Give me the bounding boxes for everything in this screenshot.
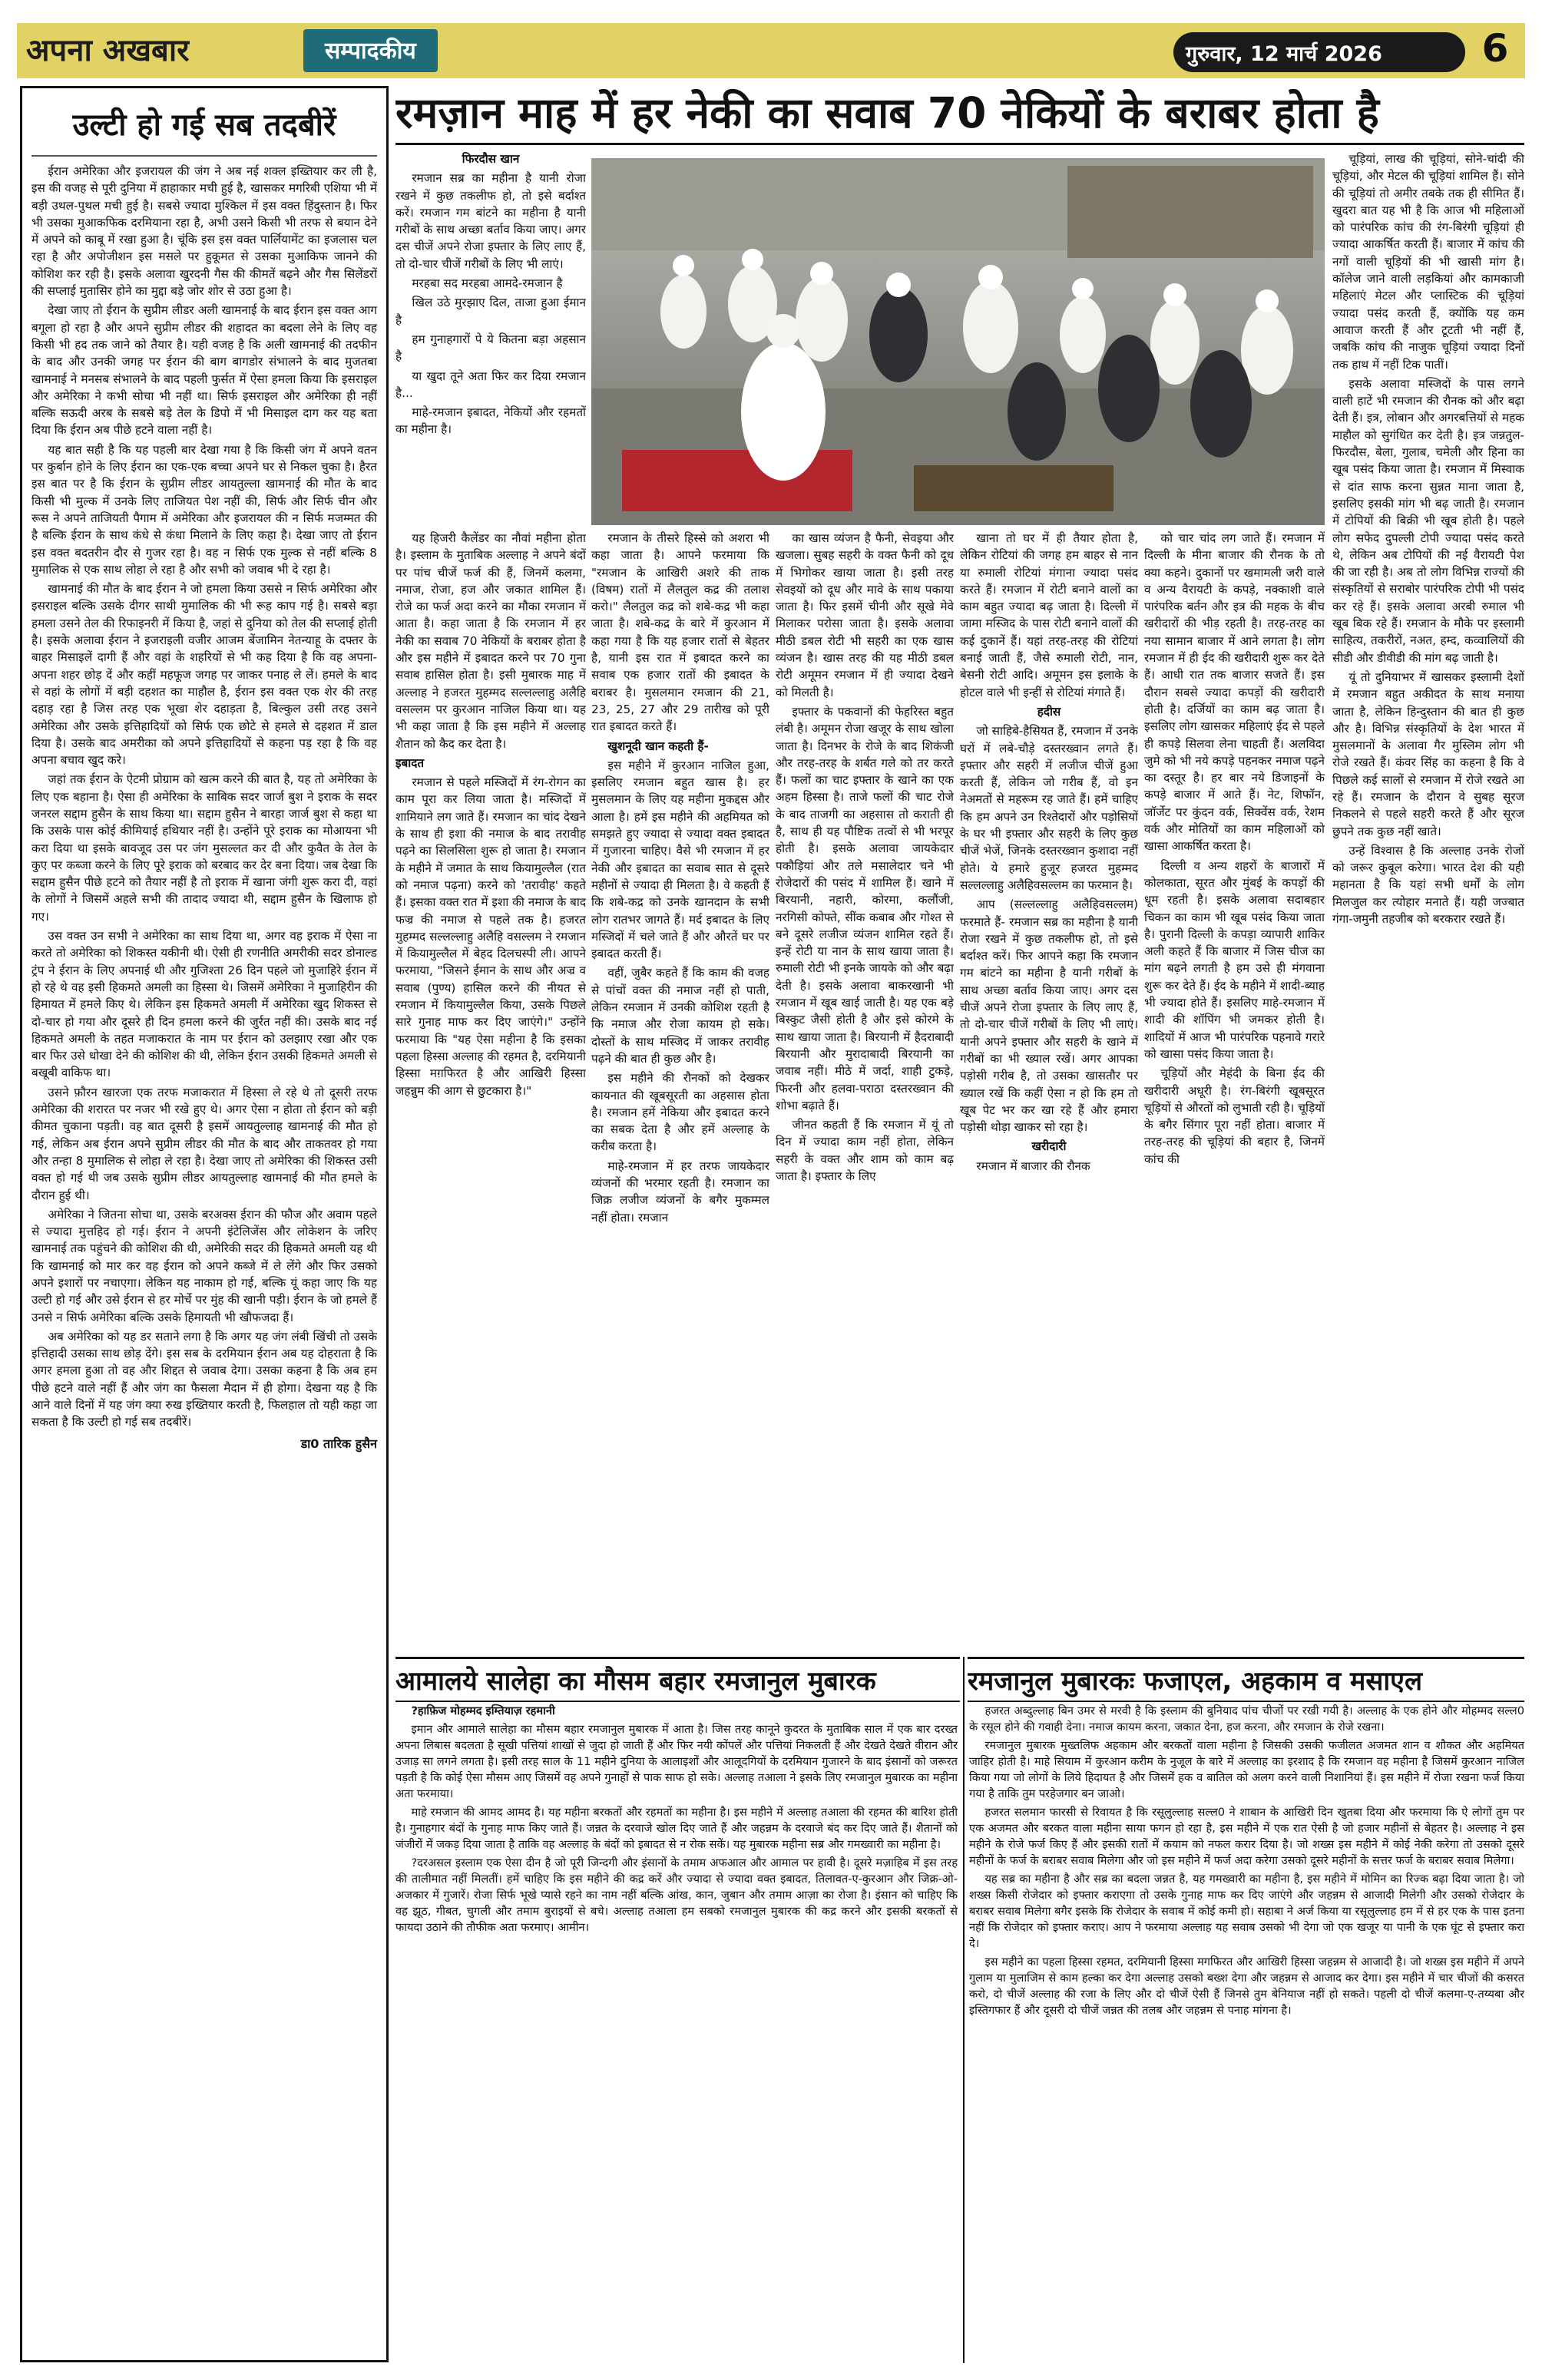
paragraph: उस वक्त उन सभी ने अमेरिका का साथ दिया था, अगर वह इराक में ऐसा ना करते तो अमेरिका को शिकस्त यकीनी थी। ऐसी ही रणनीति अमरीकी सदर डोनाल्ड ट्रंप ने ईरान के लिए अपनाई थी और गुजिश्ता 26 दिन पहले जो मुजाहिरे ईरान में हो रहे थे वह इसी हिकमते अमली का हिस्सा थे। जिसमें अमेरिका ने मुजाहिरीन की हिमायत में हमले किए थे। लेकिन इस हिकमते अमली में अमेरिका खुद शिकस्त से दो-चार हो गया और दूसरे ही दिन हमला करने की जुर्रत नहीं की। उसके बाद नई हिकमते अमली के तहत मजाकरात के नाम पर ईरान को उलझाए रखा और एक बार फिर उसे धोखा देने की कोशिश की थी, लेकिन ईरान उसकी हिकमते अमली से बखूबी वाकिफ था। [31, 929, 377, 1080]
feature-column-5 [960, 530, 1138, 1649]
byline: फिरदौस खान [462, 152, 520, 166]
poem-line: मरहबा सद मरहबा आमदे-रमजान है [412, 276, 563, 291]
subheading: खरीदारी [1031, 1139, 1067, 1154]
paragraph: माहे-रमजान इबादत, नेकियों और रहमतों का महीना है। [395, 405, 586, 437]
feature-column-1 [395, 150, 586, 524]
bottom-left-article [395, 1703, 958, 2363]
editorial-body [31, 163, 377, 1453]
paragraph: माहे रमजान की आमद आमद है। यह महीना बरकतों और रहमतों का महीना है। इस महीने में अल्लाह तआला की रहमत की बारिश होती है। गुनाहगार बंदों के गुनाह माफ किए जाते हैं। जन्नत के दरवाजे खोल दिए जाते हैं और जहन्नम के दरवाजे बंद कर दिए जाते हैं। शैतानों को जंजीरों में जकड़ दिया जाता है ताकि वह अल्लाह के बंदों को इबादत से न रोक सकें। यह मुबारक महीना सब्र और गमख्वारी का महीना है। [395, 1806, 958, 1851]
poem-line: खिल उठे मुरझाए दिल, ताजा हुआ ईमान है [395, 296, 586, 327]
paragraph: माहे-रमजान में हर तरफ जायकेदार व्यंजनों की भरमार रहती है। रमजान का जिक्र लजीज व्यंजनों के बगैर मुकम्मल नहीं होता। रमजान [591, 1159, 769, 1225]
paragraph: इस महीने में कुरआन नाजिल हुआ, इसलिए रमजान बहुत खास है। हर मुसलमान के लिए यह महीना मुकद्दस और आला है। हमें इस महीने की अहमियत को समझते हुए ज्यादा से ज्यादा वक्त इबादत में गुजारना चाहिए। वैसे भी रमजान में हर नेकी और इबादत का सवाब सात से दूसरे महीनों से ज्यादा ही मिलता है। वे कहती हैं कि शबे-कद्र को उनके खानदान के सभी लोग रातभर जागते हैं। मर्द इबादत के लिए मस्जिदों में चले जाते हैं और औरतें घर पर इबादत करती हैं। [591, 758, 769, 961]
bottom-left-headline: आमालये सालेहा का मौसम बहार रमजानुल मुबारक [395, 1657, 960, 1702]
issue-date: गुरुवार, 12 मार्च 2026 [1173, 32, 1465, 72]
feature-column-6 [1144, 530, 1325, 1649]
column-divider [963, 1657, 965, 2363]
paragraph: वहीं, जुबैर कहते हैं कि काम की वजह से पांचों वक्त की नमाज नहीं हो पाती, लेकिन रमजान में उनकी कोशिश रहती है कि नमाज और रोजा कायम हो सके। दोस्तों के साथ मस्जिद में जाकर तरावीह पढ़ने की बात ही कुछ और है। [591, 966, 769, 1066]
paragraph: रमजान में बाजार की रौनक [976, 1159, 1090, 1173]
subheading: हदीस [1037, 704, 1061, 719]
newspaper-name: अपना अखबार [26, 33, 190, 68]
paragraph: चूड़ियां, लाख की चूड़ियां, सोने-चांदी की चूड़ियां, और मेटल की चूड़ियां शामिल हैं। सोने की चूड़ियां तो अमीर तबके तक ही सीमित हैं। खुदरा बात यह भी है कि आज भी महिलाओं को पारंपरिक कांच की रंग-बिरंगी चूड़ियां ही ज्यादा आकर्षित करती हैं। बाजार में कांच की नगों वाली चूड़ियों की भी खासी मांग है। कॉलेज जाने वाली लड़कियां और कामकाजी महिलाएं मेटल और प्लास्टिक की चूड़ियां ज्यादा पसंद करती हैं, क्योंकि यह कम आवाज करती हैं और टूटती भी नहीं हैं, जबकि कांच की नाजुक चूड़ियां ज्यादा दिनों तक हाथ में नहीं टिक पातीं। [1332, 152, 1524, 372]
paragraph: यूं तो दुनियाभर में खासकर इस्लामी देशों में रमजान बहुत अकीदत के साथ मनाया जाता है, लेकिन हिन्दुस्तान की बात ही कुछ और है। विभिन्न संस्कृतियों के देश भारत में मुसलमानों के अलावा गैर मुस्लिम लोग भी रोजे रखते हैं। कंवर सिंह का कहना है कि वे पिछले कई सालों से रमजान में रोजे रखते आ रहे हैं। रमजान के दौरान वे सुबह सूरज निकलने से पहले सहरी करते हैं और सूरज छुपने तक कुछ नहीं खाते। [1332, 669, 1524, 838]
poem-line: या खुदा तूने अता फिर कर दिया रमजान है... [395, 369, 586, 400]
paragraph: हजरत अब्दुल्लाह बिन उमर से मरवी है कि इस्लाम की बुनियाद पांच चीजों पर रखी गयी है। अल्लाह के एक होने और मोहम्मद सल्ल0 के रसूल होने की गवाही देना। नमाज कायम करना, जकात देना, हज करना, और रमजान के रोजे रखना। [969, 1704, 1524, 1734]
paragraph: इफ्तार के पकवानों की फेहरिस्त बहुत लंबी है। अमूमन रोजा खजूर के साथ खोला जाता है। दिनभर के रोजे के बाद शिकंजी और तरह-तरह के शर्बत गले को तर करते हैं। फलों का चाट इफ्तार के खाने का एक अहम हिस्सा है। ताजे फलों की चाट रोजे के बाद ताजगी का अहसास तो कराती ही है, साथ ही यह पौष्टिक तत्वों से भी भरपूर होती है। इसके अलावा जायकेदार पकौड़ियां और तले मसालेदार चने भी रोजेदारों की पसंद में शामिल हैं। खाने में बिरयानी, नहारी, कोरमा, कलौंजी, नरगिसी कोफ्ते, सींक कबाब और गोश्त से बने दूसरे लजीज व्यंजन शामिल रहते हैं। इन्हें रोटी या नान के साथ खाया जाता है। रुमाली रोटी भी इनके जायके को और बढ़ा देती है। इसके अलावा बाकरखानी भी रमजान में खूब खाई जाती है। यह एक बड़े बिस्कुट जैसी होती है और इसे कोरमे के साथ खाया जाता है। बिरयानी में हैदराबादी बिरयानी और मुरादाबादी बिरयानी का जवाब नहीं। मीठे में जर्दा, शाही टुकड़े, फिरनी और हलवा-पराठा दस्तरख्वान की शोभा बढ़ाते हैं। [776, 704, 954, 1112]
paragraph: ईरान अमेरिका और इजरायल की जंग ने अब नई शक्ल इख्तियार कर ली है, इस की वजह से पूरी दुनिया में हाहाकार मची हुई है, खासकर मगरिबी एशिया भी में बड़ी उथल-पुथल मची हुई है। सबसे ज्यादा मुश्किल में इस वक्त हिंदुस्तान है। फिर भी उसका मुआकफिक दरमियाना रहा है, अभी उसने किसी भी तरफ से बयान देने में अपने को काबू में रखा हुआ है। चूंकि इस इस वक्त पार्लियामेंट का इजलास चल रहा है और अपोजीशन इस मसले पर हुकूमत से उसका मुआकिफ जानने की कोशिश कर रही है। इसके अलावा खुरदनी गैस की कीमतें बढ़ने और गैस सिलेंडरों की सप्लाई मुतासिर होने का मुद्दा बड़े जोर शोर से उठा हुआ है। [31, 164, 377, 299]
paragraph: जीनत कहती हैं कि रमजान में यूं तो दिन में ज्यादा काम नहीं होता, लेकिन सहरी के वक्त और शाम को काम बढ़ जाता है। इफ्तार के लिए [776, 1118, 954, 1183]
paragraph: रमजान सब्र का महीना है यानी रोजा रखने में कुछ तकलीफ हो, तो इसे बर्दाश्त करें। रमजान गम बांटने का महीना है यानी गरीबों के साथ अच्छा बर्ताव किया जाए। अगर दस चीजें अपने रोजा इफ्तार के लिए लाए हैं, तो दो-चार चीजें गरीबों के लिए भी लाएं। [395, 171, 586, 271]
paragraph: दिल्ली व अन्य शहरों के बाजारों में कोलकाता, सूरत और मुंबई के कपड़ों की धूम रहती है। इसके अलावा सदाबहार चिकन का काम भी खूब पसंद किया जाता है। पुरानी दिल्ली के कपड़ा व्यापारी शाकिर अली कहते हैं कि बाजार में जिस चीज का मांग बढ़ने लगती है हम उसे ही मंगवाना शुरू कर देते हैं। ईद के महीने में शादी-ब्याह भी ज्यादा होते हैं। इसलिए माहे-रमजान में शादी की शॉपिंग भी जमकर होती है। शादियों में आज भी पारंपरिक पहनावे गरारे को खासा पसंद किया जाता है। [1144, 858, 1325, 1061]
page-number: 6 [1481, 26, 1509, 71]
editorial-title: उल्टी हो गई सब तदबीरें [31, 96, 377, 157]
paragraph: ?दरअसल इस्लाम एक ऐसा दीन है जो पूरी जिन्दगी और इंसानों के तमाम अफआल और आमाल पर हावी है। दूसरे मज़ाहिब में इस तरह की तालीमात नहीं मिलतीं। हमें चाहिए कि इस महीने की कद्र करें और ज्यादा से ज्यादा वक्त इबादत, तिलावत-ए-कुरआन और जिक्र-ओ-अजकार में गुजारें। रोजा सिर्फ भूखे प्यासे रहने का नाम नहीं बल्कि आंख, कान, जुबान और तमाम आज़ा का रोजा है। इंसान को चाहिए कि वह झूठ, गीबत, चुगली और तमाम बुराइयों से बचे। अल्लाह तआला हम सबको रमजानुल मुबारक की कद्र करने और इसकी बरकतों से फायदा उठाने की तौफीक अता फरमाए। आमीन। [395, 1856, 958, 1934]
paragraph: जहां तक ईरान के ऐटमी प्रोग्राम को खत्म करने की बात है, यह तो अमेरिका के लिए एक बहाना है। ऐसा ही अमेरिका के साबिक सदर जार्ज बुश ने इराक के सदर जनरल सद्दाम हुसैन के साथ किया था। सद्दाम हुसैन ने बारहा जार्ज बुश से कहा था कि उसके पास कोई कीमियाई हथियार नहीं है। उन्होंने पूरे इराक का मोआयना भी करा दिया था इसके बावजूद उस पर जंग मुसल्लत कर दी और कुवैत के तेल के कुए पर कब्जा करने के लिए पूरे इराक को बरबाद कर देर बना दिया। जब देखा कि सद्दाम हुसैन पीछे हटने को तैयार नहीं है तो इराक में खाना जंगी शुरू करा दी, वहां के लोगों ने जिसमें अहले सभी की तादाद ज्यादा थी, सद्दाम हुसैन के खिलाफ हो गए। [31, 772, 377, 924]
feature-column-7 [1332, 150, 1524, 1649]
paragraph: रमजान के तीसरे हिस्से को अशरा भी कहा जाता है। आपने फरमाया कि "रमजान के आखिरी अशरे की ताक (विषम) रातों में लैलतुल कद्र की तलाश करो।" लैलतुल कद्र को शबे-कद्र भी कहा जाता है। शबे-कद्र के बारे में कुरआन में कहा गया है कि यह हजार रातों से बेहतर है, यानी इस रात में इबादत करने का सवाब एक हजार रातों की इबादत के बराबर है। मुसलमान रमजान की 21, 23, 25, 27 और 29 तारीख को पूरी रात इबादत करते हैं। [591, 531, 769, 734]
paragraph: यह हिजरी कैलेंडर का नौवां महीना होता है। इस्लाम के मुताबिक अल्लाह ने अपने बंदों पर पांच चीजें फर्ज की हैं, जिनमें कलमा, नमाज, रोजा, हज और जकात शामिल हैं। रोजे का फर्ज अदा करने का मौका रमजान में आता है। कहा जाता है कि रमजान में हर नेकी का सवाब 70 नेकियों के बराबर होता है और इस महीने में इबादत करने पर 70 गुना सवाब हासिल होता है। इसी मुबारक माह में अल्लाह ने हजरत मुहम्मद सल्लल्लाहु अलैहि वसल्लम पर कुरआन नाजिल किया था। यह भी कहा जाता है कि इस महीने में अल्लाह शैतान को कैद कर देता है। [395, 531, 586, 751]
paragraph: को चार चांद लग जाते हैं। रमजान में दिल्ली के मीना बाजार की रौनक के तो क्या कहने। दुकानों पर खमामली जरी वाले व अन्य वैरायटी के कपड़े, नक्काशी वाले पारंपरिक बर्तन और इत्र की महक के बीच खरीदारों की भीड़ रहती है। तरह-तरह का नया सामान बाजार में आने लगता है। लोग रमजान में ही ईद की खरीदारी शुरू कर देते हैं। आधी रात तक बाजार सजते हैं। इस दौरान सबसे ज्यादा कपड़ों की खरीदारी होती है। दर्जियों का काम बढ़ जाता है। इसलिए लोग खासकर महिलाएं ईद से पहले ही कपड़े सिलवा लेना चाहती हैं। अलविदा जुमे को भी नये कपड़े पहनकर नमाज पढ़ने का दस्तूर है। हर बार नये डिजाइनों के कपड़े बाजार में आते हैं। नेट, शिफॉन, जॉर्जेट पर कुंदन वर्क, सिक्वेंस वर्क, रेशम वर्क और मोतियों का काम महिलाओं को खासा आकर्षित करता है। [1144, 531, 1325, 854]
paragraph: देखा जाए तो ईरान के सुप्रीम लीडर अली खामनाई के बाद ईरान इस वक्त आग बगूला हो रहा है और अपने सुप्रीम लीडर की शहादत का बदला लेने के लिए वह किसी भी हद तक जाने को तैयार है। यही वजह है कि अली खामनाई की तदफीन के बाद और उनकी जगह पर ईरान की बाग बागडोर संभालने के बाद मुजतबा खामनाई ने मनसब संभालने के बाद पहली फुर्सत में ऐसा हमला किया कि इसराइल और अमेरिका ने कभी सोचा भी नहीं था। सिर्फ इसराइल और अमेरिका ही नहीं बल्कि सऊदी अरब के सबसे बड़े तेल के डिपो में भी मिसाइल दाग कर यह बता दिया कि ईरान अब पीछे हटने वाला नहीं है। [31, 303, 377, 438]
section-label: सम्पादकीय [303, 29, 438, 72]
headline-rule [395, 143, 1524, 145]
prayer-photo [591, 158, 1325, 525]
editorial-author: डा0 तारिक हुसैन [300, 1436, 377, 1451]
paragraph: का खास व्यंजन है फैनी, सेवइया और खजला। सुबह सहरी के वक्त फैनी को दूध में भिगोकर खाया जाता है। इसी तरह सेवइयों को दूध और मावे के साथ पकाया जाता है। फिर इसमें चीनी और सूखे मेवे मिलाकर परोसा जाता है। इसके अलावा मीठी डबल रोटी भी सहरी का एक खास व्यंजन है। खास तरह की यह मीठी डबल रोटी अमूमन रमजान में ही ज्यादा देखने को मिलती है। [776, 531, 954, 699]
paragraph: अमेरिका ने जितना सोचा था, उसके बरअक्स ईरान की फौज और अवाम पहले से ज्यादा मुत्तहिद हो गई। ईरान ने अपनी इंटेलिजेंस और लोकेशन के जरिए खामनाई तक पहुंचने की कोशिश की थी, अमेरिकी सदर की हिकमते अमली यह थी कि खामनाई को मार कर वह ईरान को अपने कब्जे में ले लेंगे और फिर उसको अपने इशारों पर नचाएगा। लेकिन यह नाकाम हो गई, बल्कि यूं कहा जाए कि यह उल्टी हो गई और उसे ईरान से हर मोर्चे पर मुंह की खानी पड़ी। ईरान के जो हमले हैं उनसे न सिर्फ अमेरिका बल्कि उसके हिमायती भी खौफजदा हैं। [31, 1207, 377, 1324]
editorial-box [20, 86, 389, 2362]
paragraph: चूड़ियों और मेहंदी के बिना ईद की खरीदारी अधूरी है। रंग-बिरंगी खूबसूरत चूड़ियों से औरतों को लुभाती रही है। चूड़ियों के बगैर सिंगार पूरा नहीं होता। बाजार में तरह-तरह की चूड़ियां की बहार है, जिनमें कांच की [1144, 1066, 1325, 1166]
paragraph: खामनाई की मौत के बाद ईरान ने जो हमला किया उससे न सिर्फ अमेरिका और इसराइल बल्कि उसके दीगर साथी मुमालिक की भी रूह काप गई है। सबसे बड़ा हमला उसने तेल की रिफाइनरी में किया है, जहां से दुनिया को तेल की सप्लाई होती है। इसके अलावा ईरान ने इजराइली वजीर आजम बेंजामिन नेतन्याहू के दफ्तर के बाहर मिसाइलें दागी हैं और वहां के शहरियों से भी कह दिया है कि वह अपना-अपना शहर छोड़ दें और कहीं महफूज जगह पर जाकर पनाह ले लें। हमले के बाद से वहां के लोगों में बड़ी दहशत का माहौल है, ईरान इस वक्त एक शेर की तरह दहाड़ रहा है जिस तरह एक भूखा शेर दहाड़ता है, बिल्कुल उसी तरह उसने अमेरिका और उसके इत्तिहादियों को सिर्फ एक छोटे से हमले से दहशत में डाल दिया है। उसके बाद अमरीका को अपने इत्तिहादियों से कहना पड़ रहा है कि वह अपना बचाव खुद करे। [31, 582, 377, 768]
feature-column-2 [395, 530, 586, 1649]
byline: ?हाफ़िज मोहम्मद इम्तियाज़ रहमानी [411, 1704, 555, 1717]
paragraph: रमजान से पहले मस्जिदों में रंग-रोगन का काम पूरा कर लिया जाता है। मस्जिदों में शामियाने लग जाते हैं। रमजान का चांद देखने के साथ ही इशा की नमाज के बाद तरावीह पढ़ने का सिलसिला शुरू हो जाता है। रमजान के महीने में जमात के साथ कियामुल्लैल (रात को नमाज पढ़ना) करने को 'तरावीह' कहते हैं। इसका वक्त रात में इशा की नमाज के बाद फज्र की नमाज से पहले तक है। हजरत मुहम्मद सल्लल्लाहु अलैहि वसल्लम ने रमजान में कियामुल्लैल में बेहद दिलचस्पी ली। आपने फरमाया, "जिसने ईमान के साथ और अज्र व सवाब (पुण्य) हासिल करने की नीयत से रमजान में कियामुल्लैल किया, उसके पिछले सारे गुनाह माफ कर दिए जाएंगे।" उन्होंने फरमाया कि "यह ऐसा महीना है कि इसका पहला हिस्सा अल्लाह की रहमत है, दरमियानी हिस्सा मग़फिरत है और आखिरी हिस्सा जहन्नुम की आग से छुटकारा है।" [395, 775, 586, 1098]
paragraph: रमजानुल मुबारक मुख्तलिफ अहकाम और बरकतों वाला महीना है जिसकी उसकी फजीलत अजमत शान व शौकत और अहमियत जाहिर होती है। माहे सियाम में कुरआन करीम के नुजूल के बारे में अल्लाह का इरशाद है कि रमजान वह महीना है जिसमें कुरआन नाजिल किया गया जो लोगों के लिये हिदायत है और जिसमें हक व बातिल को अलग करने वाली निशानियां हैं। इस महीने में रोजा रखना फर्ज किया गया है ताकि तुम परहेजगार बन जाओ। [969, 1739, 1524, 1800]
paragraph: इस महीने का पहला हिस्सा रहमत, दरमियानी हिस्सा मगफिरत और आखिरी हिस्सा जहन्नम से आजादी है। जो शख्स इस महीने में अपने गुलाम या मुलाजिम से काम हल्का कर देगा अल्लाह उसको बख्श देगा और जहन्नम से आजाद कर देगा। इस महीने में चार चीजों की कसरत करो, दो चीजें अल्लाह की रजा के लिए और दो चीजें ऐसी हैं जिनसे तुम बेनियाज नहीं हो सकते। पहली दो चीजें कलमा-ए-तय्यबा और इस्तिगफार हैं और दूसरी दो चीजें जन्नत की तलब और जहन्नम से पनाह मांगना है। [969, 1955, 1524, 2017]
paragraph: उसने फ़ौरन खारजा एक तरफ मजाकरात में हिस्सा ले रहे थे तो दूसरी तरफ अमेरिका की शरारत पर नजर भी रखे हुए थे। अगर ऐसा न होता तो ईरान को बड़ी कीमत चुकाना पड़ती। वह बात दूसरी है इसमें आयतुल्लाह खामनाई की मौत हो गई, लेकिन अब ईरान अपने सुप्रीम लीडर की मौत के बाद और ताकतवर हो गया और तन्हा 8 मुमालिक से लोहा ले रहा है। देखा जाए तो अमेरिका की शिकस्त उसी वक्त हो गई थी जब उसके सुप्रीम लीडर आयतुल्लाह खामनाई की मौत हमले के दौरान हुई थी। [31, 1085, 377, 1202]
feature-headline: रमज़ान माह में हर नेकी का सवाब 70 नेकियों के बराबर होता है [395, 88, 1379, 137]
paragraph: इस महीने की रौनकों को देखकर कायनात की खूबसूरती का अहसास होता है। रमजान हमें नेकिया और इबादत करने का सबक देता है और हमें अल्लाह के करीब करता है। [591, 1071, 769, 1154]
feature-column-3 [591, 530, 769, 1649]
paragraph: यह बात सही है कि यह पहली बार देखा गया है कि किसी जंग में अपने वतन पर कुर्बान होने के लिए ईरान का एक-एक बच्चा अपने घर से निकल चुका है। हैरत इस बात पर है कि ईरान के सुप्रीम लीडर आयतुल्ला खामनाई की मौत के बाद किसी भी मुल्क में उनके लिए ताजियत पेश नहीं की, सिर्फ और सिर्फ चीन और रूस ने अपने ताजियती पैगाम में अमेरिका और इजरायल की न सिर्फ मजम्मत की है बल्कि ईरान के साथ कंधे से कंधा मिलाने के लिए कहा है। देखा जाए तो ईरान इस वक्त बदतरीन दौर से गुजर रहा है। वह न सिर्फ एक मुल्क से नहीं बल्कि 8 मुमालिक से एक साथ लोहा ले रहा है और सभी को जवाब भी दे रहा है। [31, 442, 377, 577]
paragraph: अब अमेरिका को यह डर सताने लगा है कि अगर यह जंग लंबी खिंची तो उसके इत्तिहादी उसका साथ छोड़ देंगे। इस सब के दरमियान ईरान अब यह दोहराता है कि अगर हमला हुआ तो वह और शिद्दत से जवाब देगा। उसका कहना है कि अब हम पीछे हटने वाले नहीं हैं और जंग का फैसला मैदान में ही होगा। देखना यह है कि आने वाले दिनों में यह जंग क्या रुख इख्तियार करती है, फिलहाल तो यही कहा जा सकता है कि उल्टी हो गई सब तदबीरें। [31, 1329, 377, 1430]
subheading: इबादत [395, 755, 425, 770]
feature-column-4 [776, 530, 954, 1649]
subheading: खुशनूदी खान कहती हैं- [607, 739, 709, 753]
paragraph: इसके अलावा मस्जिदों के पास लगने वाली हाटें भी रमजान की रौनक को और बढ़ा देती हैं। इत्र, लोबान और अगरबत्तियों से महक माहौल को सुगंधित कर देती है। इत्र जन्नतुल-फिरदौस, बेला, गुलाब, चमेली और हिना का खूब पसंद किया जाता है। रमजान में मिस्वाक से दांत साफ करना सुन्नत माना जाता है, इसलिए इसकी मांग भी बढ़ जाती है। रमजान में टोपियों की बिक्री भी खूब होती है। पहले लोग सफेद दुपल्ली टोपी ज्यादा पसंद करते थे, लेकिन अब टोपियों की नई वैरायटी पेश की जा रही है। अब तो लोग विभिन्न राज्यों की संस्कृतियों से सराबोर पारंपरिक टोपी भी पसंद कर रहे हैं। इसके अलावा अरबी रुमाल भी खूब बिक रहे हैं। रमजान के मौके पर इस्लामी साहित्य, तकरीरों, नअत, हम्द, कव्वालियों की सीडी और डीवीडी की मांग बढ़ जाती है। [1332, 376, 1524, 665]
bottom-right-article [969, 1703, 1524, 2363]
paragraph: हजरत सलमान फारसी से रिवायत है कि रसूलुल्लाह सल्ल0 ने शाबान के आखिरी दिन खुतबा दिया और फरमाया कि ऐ लोगों तुम पर एक अजमत और बरकत वाला महीना साया फगन हो रहा है, इस महीने में एक रात ऐसी है जो हजार महीनों से बेहतर है। अल्लाह ने इस महीने के रोजे फर्ज किए हैं और इसकी रातों में कयाम को नफल करार दिया है। जो शख्स इस महीने में कोई नेकी करेगा तो उसको दूसरे महीनों के फर्ज के बराबर सवाब मिलेगा और जो इस महीने में फर्ज अदा करेगा उसको दूसरे महीनों के सत्तर फर्ज के बराबर सवाब मिलेगा। [969, 1806, 1524, 1867]
paragraph: उन्हें विश्वास है कि अल्लाह उनके रोजों को जरूर कुबूल करेगा। भारत देश की यही महानता है कि यहां सभी धर्मों के लोग मिलजुल कर त्योहार मनाते हैं। यही जज्बात गंगा-जमुनी तहजीब को बरकरार रखते हैं। [1332, 843, 1524, 927]
prayer-photo-illustration [591, 158, 1325, 525]
paragraph: इमान और आमाले सालेहा का मौसम बहार रमजानुल मुबारक में आता है। जिस तरह कानूने कुदरत के मुताबिक साल में एक बार दरख्त अपना लिबास बदलता है सूखी पत्तियां शाखों से जुदा हो जाती हैं और फिर नयी कोंपलें और पत्तियां निकलती हैं और देखते देखते वीरान और उजाड़ सा लगने लगता है। इसी तरह साल के 11 महीने दुनिया के आलाइशों और आलूदगियों के दरमियान गुजारने के बाद इंसानों को जरूरत पड़ती है कि कोई ऐसा मौसम आए जिसमें वह अपने गुनाहों से पाक साफ हो सके। अल्लाह तआला ने इसके लिए रमजानुल मुबारक का महीना अता फरमाया। [395, 1723, 958, 1800]
paragraph: यह सब्र का महीना है और सब्र का बदला जन्नत है, यह गमख्वारी का महीना है, इस महीने में मोमिन का रिज्क बढ़ा दिया जाता है। जो शख्स किसी रोजेदार को इफ्तार कराएगा तो उसके गुनाह माफ कर दिए जाएंगे और जहन्नम से आजादी मिलेगी और उसको रोजेदार के बराबर सवाब मिलेगा बगैर इसके कि रोजेदार के सवाब में कोई कमी हो। सहाबा ने अर्ज किया या रसूलुल्लाह हम में से हर एक के पास इतना नहीं कि रोजेदार को इफ्तार कराए। आप ने फरमाया अल्लाह यह सवाब उसको भी देगा जो एक खजूर या पानी के एक घूंट से इफ्तार करा दे। [969, 1873, 1524, 1950]
paragraph: जो साहिबे-हैसियत हैं, रमजान में उनके घरों में लबे-चौड़े दस्तरख्वान लगते हैं। इफ्तार और सहरी में लजीज चीजें हुआ करती हैं, लेकिन जो गरीब हैं, वो इन नेअमतों से महरूम रह जाते हैं। हमें चाहिए कि हम अपने उन रिश्तेदारों और पड़ोसियों के घर भी इफ्तार और सहरी के लिए कुछ चीजें भेजें, जिनके दस्तरख्वान कुशादा नहीं होते। ये हमारे हुजूर हजरत मुहम्मद सल्लल्लाहु अलैहिवसल्लम का फरमान है। [960, 724, 1138, 892]
bottom-right-headline: रमजानुल मुबारकः फजाएल, अहकाम व मसाएल [968, 1657, 1524, 1702]
paragraph: आप (सल्लल्लाहु अलैहिवसल्लम) फरमाते हैं- रमजान सब्र का महीना है यानी रोजा रखने में कुछ तकलीफ हो, तो इसे बर्दाश्त करें। फिर आपने कहा कि रमजान गम बांटने का महीना है यानी गरीबों के साथ अच्छा बर्ताव किया जाए। अगर दस चीजें अपने रोजा इफ्तार के लिए लाए हैं, तो दो-चार चीजें गरीबों के लिए भी लाएं। यानी अपने इफ्तार और सहरी के खाने में गरीबों का भी ख्याल रखें। अगर आपका पड़ोसी गरीब है, तो उसका खासतौर पर ख्याल रखें कि कहीं ऐसा न हो कि हम तो खूब पेट भर कर खा रहे हैं और हमारा पड़ोसी थोड़ा खाकर सो रहा है। [960, 897, 1138, 1135]
poem-line: हम गुनाहगारों पे ये कितना बड़ा अहसान है [395, 332, 586, 364]
paragraph: खाना तो घर में ही तैयार होता है, लेकिन रोटियां की जगह हम बाहर से नान या रुमाली रोटियां मंगाना ज्यादा पसंद करते हैं। रमजान में रोटी बनाने वालों का काम बहुत ज्यादा बढ़ जाता है। दिल्ली में जामा मस्जिद के पास रोटी बनाने वालों की कई दुकानें हैं। यहां तरह-तरह की रोटियां बनाई जाती हैं, जैसे रुमाली रोटी, नान, बेसनी रोटी आदि। अमूमन इस इलाके के होटल वाले भी इन्हीं से रोटियां मंगाते हैं। [960, 531, 1138, 699]
